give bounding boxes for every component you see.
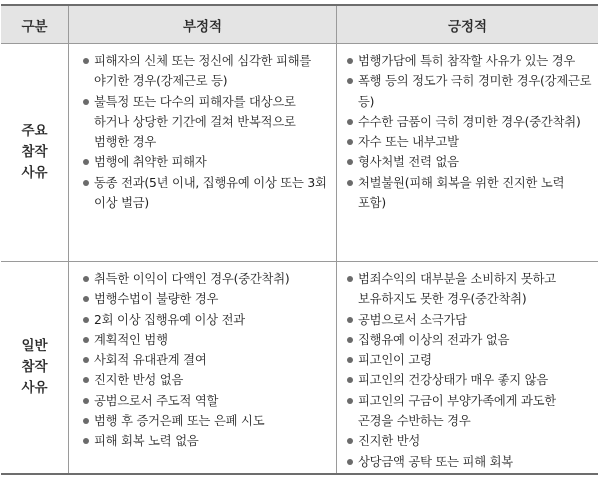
bullet-dot-icon — [347, 398, 353, 404]
list-item-text: 자수 또는 내부고발 — [358, 135, 459, 150]
bullet-dot-icon — [83, 337, 89, 343]
bullet-dot-icon — [83, 357, 89, 363]
list-item-text: 범죄수익의 대부분을 소비하지 못하고 보유하지도 못한 경우(중간착취) — [358, 272, 556, 307]
list-item — [83, 330, 330, 350]
bullet-dot-icon — [83, 418, 89, 424]
bullet-dot-icon — [347, 58, 353, 64]
list-item — [83, 289, 330, 309]
list-item — [83, 391, 330, 411]
list-item-text: 피고인이 고령 — [358, 353, 432, 368]
list-item — [83, 152, 330, 172]
list-item-text: 공범으로서 주도적 역할 — [94, 393, 219, 408]
negative-cell — [68, 262, 336, 473]
list-item-text: 상당금액 공탁 또는 피해 회복 — [358, 454, 513, 469]
list-item — [83, 92, 330, 153]
list-item-text: 피고인의 구금이 부양가족에게 과도한 곤경을 수반하는 경우 — [358, 393, 556, 429]
list-item-text: 범행가담에 특히 참작할 사유가 있는 경우 — [358, 54, 576, 68]
list-item-text: 2회 이상 집행유예 이상 전과 — [94, 312, 245, 327]
list-item-text: 범행 후 증거은폐 또는 은폐 시도 — [94, 414, 265, 429]
list-item-text: 범행에 취약한 피해자 — [94, 155, 207, 170]
list-item — [347, 152, 592, 172]
list-item-text: 수수한 금품이 극히 경미한 경우(중간착취) — [358, 114, 581, 129]
row-category-label: 일반 참작 사유 — [21, 338, 48, 396]
list-item-text: 피해자의 신체 또는 정신에 심각한 피해를 야기한 경우(강제근로 등) — [94, 54, 312, 89]
list-item-text: 사회적 유대관계 결여 — [94, 353, 207, 368]
positive-cell — [336, 44, 598, 261]
positive-list — [347, 269, 592, 472]
positive-cell — [336, 262, 598, 473]
list-item-text: 진지한 반성 — [358, 434, 421, 449]
table-row-general — [1, 262, 598, 473]
negative-list — [83, 51, 330, 213]
list-item — [83, 173, 330, 214]
list-item — [83, 269, 330, 289]
row-category-label: 주요 참작 사유 — [21, 123, 48, 181]
bullet-dot-icon — [83, 58, 89, 64]
list-item — [83, 51, 330, 92]
table-header-row — [1, 6, 598, 44]
list-item — [347, 431, 592, 451]
bullet-dot-icon — [347, 438, 353, 444]
table-row-major — [1, 44, 598, 262]
header-positive: 긍정적 — [336, 6, 598, 43]
list-item — [347, 269, 592, 310]
list-item-text: 범행수법이 불량한 경우 — [94, 292, 219, 307]
bullet-dot-icon — [83, 159, 89, 165]
positive-list — [347, 51, 592, 213]
list-item — [347, 391, 592, 432]
negative-cell — [68, 44, 336, 261]
bullet-dot-icon — [347, 337, 353, 343]
list-item-text: 취득한 이익이 다액인 경우(중간착취) — [94, 272, 290, 286]
header-category: 구분 — [21, 18, 48, 35]
list-item — [83, 411, 330, 431]
bullet-dot-icon — [83, 377, 89, 383]
list-item-text: 처벌불원(피해 회복을 위한 진지한 노력 포함) — [358, 175, 565, 211]
list-item-text: 집행유예 이상의 전과가 없음 — [358, 332, 510, 347]
list-item — [347, 350, 592, 370]
list-item — [347, 51, 592, 71]
list-item-text: 진지한 반성 없음 — [94, 373, 184, 388]
negative-list — [83, 269, 330, 452]
list-item — [347, 452, 592, 472]
list-item — [347, 173, 592, 214]
bullet-dot-icon — [347, 159, 353, 165]
bullet-dot-icon — [347, 139, 353, 145]
list-item — [83, 310, 330, 330]
considerations-table — [1, 4, 598, 475]
list-item-text: 불특정 또는 다수의 피해자를 대상으로 하거나 상당한 기간에 걸쳐 반복적으로 범행한 경우 — [94, 94, 296, 150]
bullet-dot-icon — [83, 99, 89, 105]
list-item-text: 폭행 등의 정도가 극히 경미한 경우(강제근로 등) — [358, 74, 592, 109]
bullet-dot-icon — [83, 296, 89, 302]
bullet-dot-icon — [83, 317, 89, 323]
list-item — [83, 350, 330, 370]
list-item-text: 형사처벌 전력 없음 — [358, 155, 459, 170]
bullet-dot-icon — [347, 180, 353, 186]
bullet-dot-icon — [347, 459, 353, 465]
list-item — [347, 132, 592, 152]
bullet-dot-icon — [347, 276, 353, 282]
list-item — [347, 370, 592, 390]
list-item — [83, 370, 330, 390]
list-item — [347, 112, 592, 132]
list-item-text: 피해 회복 노력 없음 — [94, 434, 199, 449]
list-item-text: 피고인의 건강상태가 매우 좋지 않음 — [358, 373, 549, 388]
list-item — [83, 431, 330, 451]
list-item — [347, 71, 592, 112]
bullet-dot-icon — [83, 276, 89, 282]
list-item — [347, 310, 592, 330]
bullet-dot-icon — [347, 119, 353, 125]
bullet-dot-icon — [83, 438, 89, 444]
header-negative: 부정적 — [68, 6, 336, 43]
bullet-dot-icon — [347, 357, 353, 363]
bullet-dot-icon — [347, 377, 353, 383]
list-item-text: 계획적인 범행 — [94, 332, 168, 347]
list-item-text: 공범으로서 소극가담 — [358, 312, 467, 327]
bullet-dot-icon — [83, 180, 89, 186]
bullet-dot-icon — [83, 398, 89, 404]
bullet-dot-icon — [347, 317, 353, 323]
list-item — [347, 330, 592, 350]
bullet-dot-icon — [347, 78, 353, 84]
list-item-text: 동종 전과(5년 이내, 집행유예 이상 또는 3회 이상 벌금) — [94, 175, 327, 211]
